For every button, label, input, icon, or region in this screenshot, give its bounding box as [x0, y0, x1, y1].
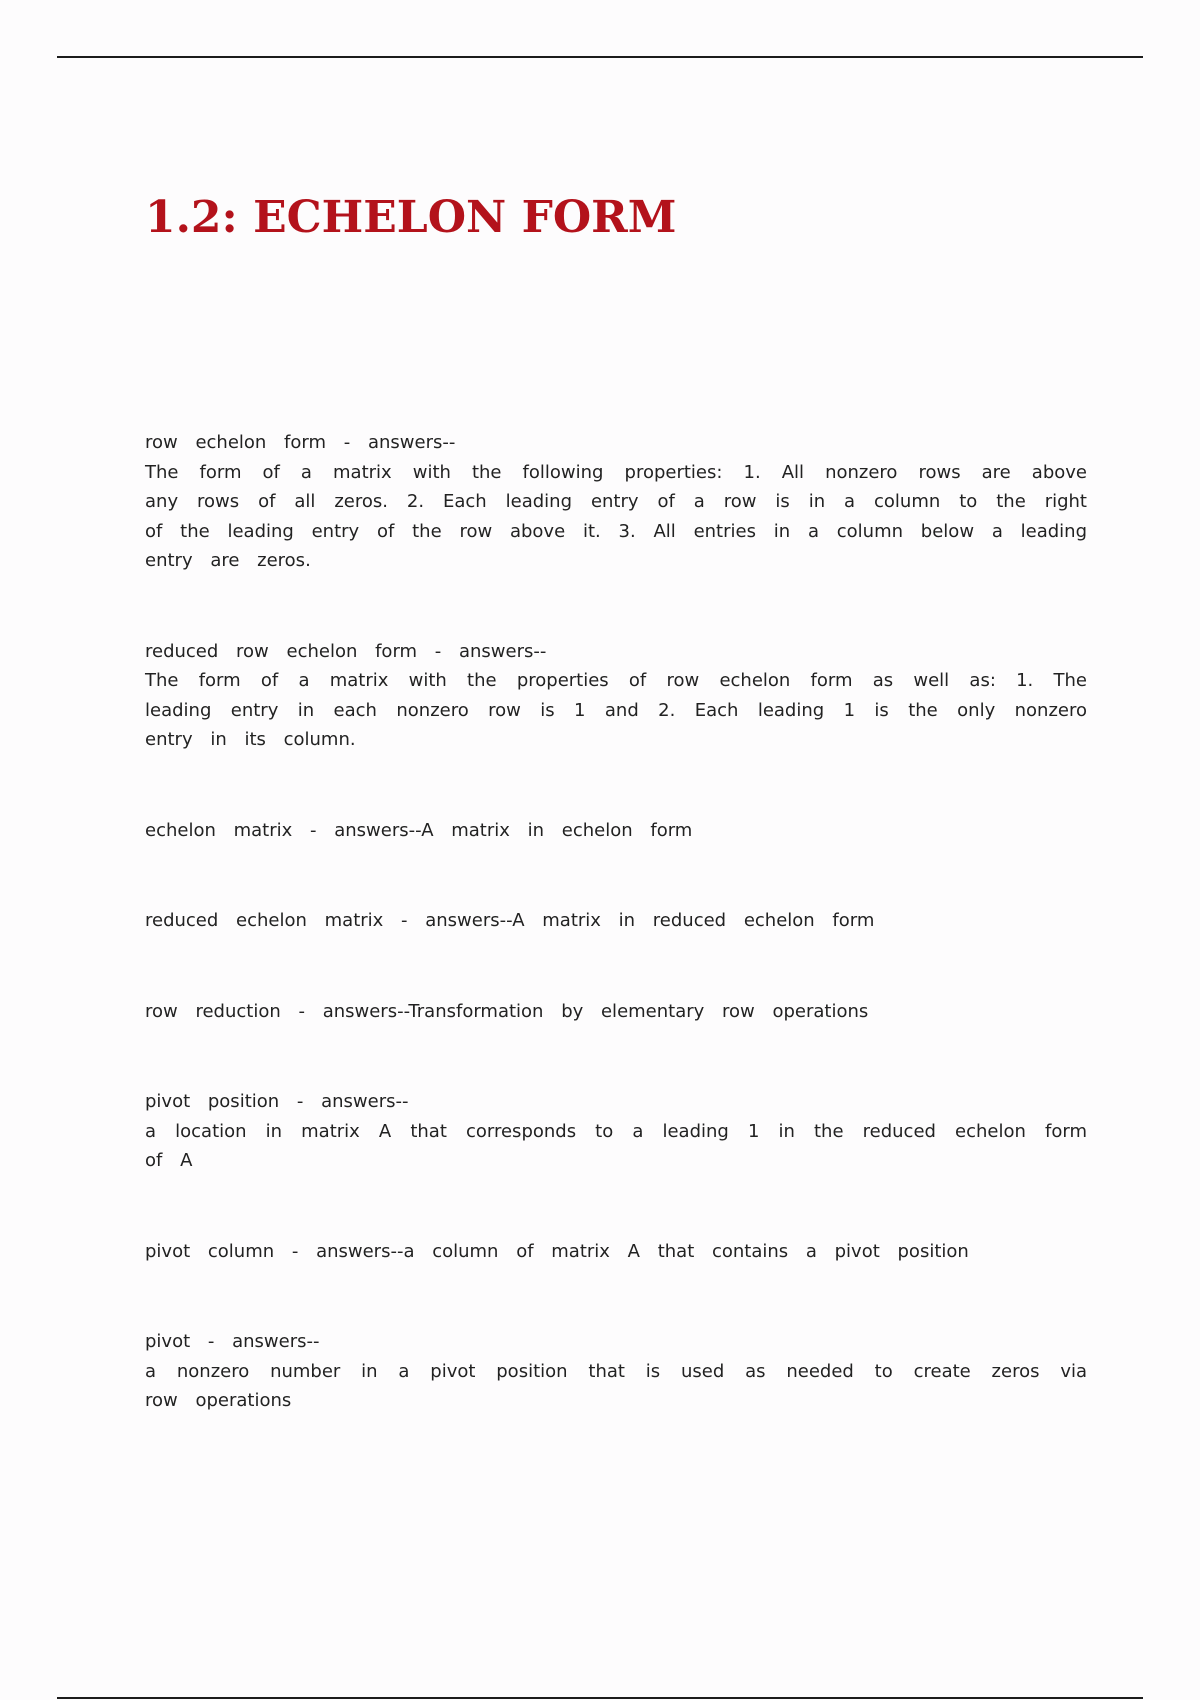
entry-term: row reduction - answers--: [145, 1000, 409, 1022]
spacer: [145, 936, 1087, 997]
page-title: 1.2: ECHELON FORM: [145, 192, 677, 243]
list-item: [145, 428, 1087, 576]
definitions-list: [145, 428, 1087, 1416]
spacer: [145, 1266, 1087, 1327]
list-item: [145, 997, 1087, 1027]
top-rule: [57, 56, 1143, 58]
list-item: [145, 816, 1087, 846]
entry-term: reduced row echelon form - answers--: [145, 640, 547, 662]
entry-term: pivot position - answers--: [145, 1091, 409, 1112]
list-item: [145, 1087, 1087, 1176]
entry-term: pivot - answers--: [145, 1331, 320, 1352]
entry-definition: A matrix in reduced echelon form: [512, 910, 875, 931]
spacer: [145, 1176, 1087, 1237]
entry-definition: A matrix in echelon form: [421, 819, 693, 841]
entry-term: echelon matrix - answers--: [145, 819, 422, 841]
entry-term: pivot column - answers--: [145, 1240, 404, 1262]
entry-term: reduced echelon matrix - answers--: [145, 910, 513, 931]
bottom-rule: [57, 1697, 1143, 1699]
spacer: [145, 755, 1087, 816]
entry-definition: The form of a matrix with the properties of row echelon form as well as: 1. The leading entry in each nonzero row is 1 and 2. Each leading 1 is the only nonzero entry in its column.: [145, 670, 1087, 750]
list-item: [145, 906, 1087, 936]
spacer: [145, 845, 1087, 906]
entry-definition: a location in matrix A that corresponds to a leading 1 in the reduced echelon form of A: [145, 1120, 1087, 1171]
list-item: [145, 1237, 1087, 1267]
entry-definition: Transformation by elementary row operations: [408, 1000, 869, 1022]
list-item: [145, 1327, 1087, 1416]
spacer: [145, 576, 1087, 637]
entry-term: row echelon form - answers--: [145, 432, 456, 453]
entry-definition: The form of a matrix with the following properties: 1. All nonzero rows are above any rows of all zeros. 2. Each leading entry of a row is in a column to the right of the leading entry of the row above it. 3. All entries in a column below a leading entry are zeros.: [145, 461, 1087, 571]
entry-definition: a column of matrix A that contains a pivot position: [403, 1240, 969, 1262]
list-item: [145, 637, 1087, 755]
spacer: [145, 1026, 1087, 1087]
entry-definition: a nonzero number in a pivot position that is used as needed to create zeros via row operations: [145, 1360, 1087, 1411]
